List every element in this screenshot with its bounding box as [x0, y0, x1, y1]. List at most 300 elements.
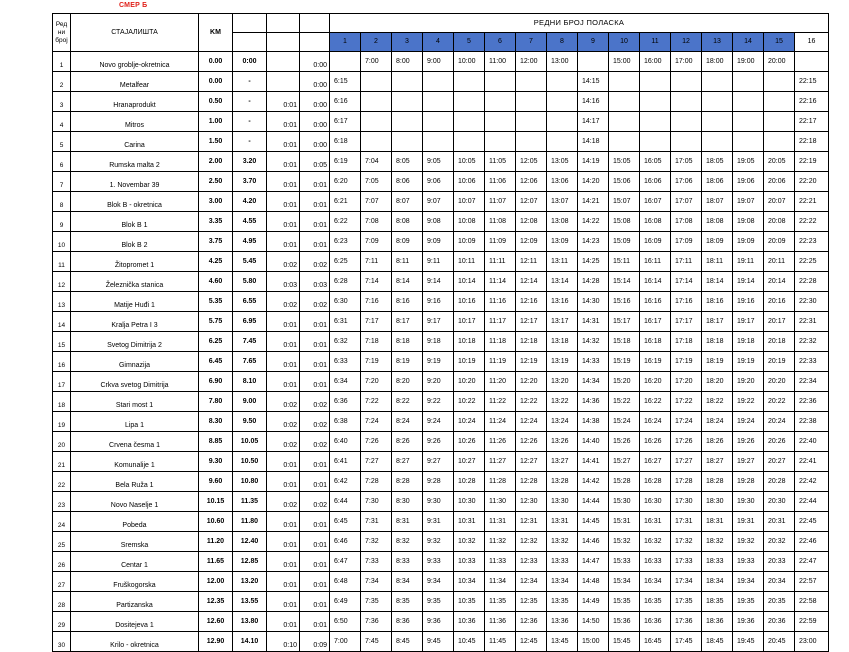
departure-time: 18:26: [702, 432, 733, 452]
distance-value: 6.95: [233, 312, 267, 332]
departure-time: 19:09: [733, 232, 764, 252]
departure-time: 9:08: [423, 212, 454, 232]
departure-time: 19:16: [733, 292, 764, 312]
stop-time: 0:01: [300, 472, 330, 492]
departure-time: 11:45: [485, 632, 516, 652]
departure-time: 7:20: [361, 372, 392, 392]
km-value: 0.00: [199, 52, 233, 72]
departure-time: 6:30: [330, 292, 361, 312]
departure-time: 15:19: [609, 352, 640, 372]
km-value: 2.50: [199, 172, 233, 192]
stop-time: 0:01: [300, 352, 330, 372]
departure-time: 14:20: [578, 172, 609, 192]
distance-value: 11.35: [233, 492, 267, 512]
travel-time: 0:01: [267, 452, 300, 472]
km-value: 12.60: [199, 612, 233, 632]
stop-name: Crvena česma 1: [71, 432, 199, 452]
departure-time: 20:05: [764, 152, 795, 172]
departure-time: 10:28: [454, 472, 485, 492]
departure-time: 14:15: [578, 72, 609, 92]
departure-time: 7:00: [330, 632, 361, 652]
departure-time: 17:06: [671, 172, 702, 192]
stop-time: 0:01: [300, 612, 330, 632]
km-value: 3.00: [199, 192, 233, 212]
departure-time: [671, 72, 702, 92]
stop-time: 0:01: [300, 192, 330, 212]
departure-time: [485, 92, 516, 112]
distance-value: 13.20: [233, 572, 267, 592]
departure-time: 7:19: [361, 352, 392, 372]
departure-time: 15:09: [609, 232, 640, 252]
departure-time: 19:22: [733, 392, 764, 412]
departure-time: 12:33: [516, 552, 547, 572]
departure-time: 11:34: [485, 572, 516, 592]
departure-number: 14: [733, 33, 764, 52]
departure-time: 18:34: [702, 572, 733, 592]
departure-time: 15:30: [609, 492, 640, 512]
departure-time: 23:00: [795, 632, 829, 652]
departure-time: 18:22: [702, 392, 733, 412]
travel-time: 0:01: [267, 512, 300, 532]
departure-time: 18:05: [702, 152, 733, 172]
departure-time: [764, 72, 795, 92]
travel-time: 0:02: [267, 492, 300, 512]
departure-number: 1: [330, 33, 361, 52]
km-value: 4.60: [199, 272, 233, 292]
row-number: 23: [53, 492, 71, 512]
departure-time: 22:59: [795, 612, 829, 632]
departure-time: 12:09: [516, 232, 547, 252]
departure-time: [640, 92, 671, 112]
departure-time: 18:11: [702, 252, 733, 272]
departure-time: 13:06: [547, 172, 578, 192]
departure-number: 15: [764, 33, 795, 52]
departure-time: 22:40: [795, 432, 829, 452]
departure-time: 19:32: [733, 532, 764, 552]
row-number: 29: [53, 612, 71, 632]
departure-time: 14:38: [578, 412, 609, 432]
departure-time: 14:41: [578, 452, 609, 472]
stop-name: Partizanska: [71, 592, 199, 612]
departure-time: 6:31: [330, 312, 361, 332]
km-value: 12.90: [199, 632, 233, 652]
departure-time: [330, 52, 361, 72]
departure-time: 14:31: [578, 312, 609, 332]
departure-time: 13:17: [547, 312, 578, 332]
departure-time: 16:32: [640, 532, 671, 552]
departure-time: 12:30: [516, 492, 547, 512]
departure-time: 6:47: [330, 552, 361, 572]
departure-time: 12:28: [516, 472, 547, 492]
departure-time: 17:24: [671, 412, 702, 432]
departure-time: 11:16: [485, 292, 516, 312]
departure-time: 9:24: [423, 412, 454, 432]
stop-name: Gimnazija: [71, 352, 199, 372]
travel-time: 0:01: [267, 212, 300, 232]
stop-name: Novo Naselje 1: [71, 492, 199, 512]
departure-time: 9:45: [423, 632, 454, 652]
table-row: [53, 292, 829, 312]
table-row: [53, 112, 829, 132]
distance-value: 10.05: [233, 432, 267, 452]
departure-time: 9:22: [423, 392, 454, 412]
stop-name: Svetog Dimitrija 2: [71, 332, 199, 352]
departure-time: 16:18: [640, 332, 671, 352]
departure-time: 18:45: [702, 632, 733, 652]
table-row: [53, 212, 829, 232]
departure-time: 9:06: [423, 172, 454, 192]
stop-time: 0:03: [300, 272, 330, 292]
departure-time: 17:45: [671, 632, 702, 652]
table-row: [53, 432, 829, 452]
departure-time: 16:07: [640, 192, 671, 212]
row-number: 22: [53, 472, 71, 492]
timetable: [52, 13, 829, 652]
departure-time: [578, 52, 609, 72]
departure-time: 8:26: [392, 432, 423, 452]
row-number: 20: [53, 432, 71, 452]
travel-time: [267, 72, 300, 92]
departure-time: 13:27: [547, 452, 578, 472]
table-row: [53, 452, 829, 472]
departure-time: 22:23: [795, 232, 829, 252]
departure-time: 11:07: [485, 192, 516, 212]
row-number: 11: [53, 252, 71, 272]
table-row: [53, 272, 829, 292]
departure-time: 19:33: [733, 552, 764, 572]
departure-time: 9:18: [423, 332, 454, 352]
departure-number: 9: [578, 33, 609, 52]
departure-time: 11:00: [485, 52, 516, 72]
distance-value: 13.55: [233, 592, 267, 612]
distance-value: 3.20: [233, 152, 267, 172]
departure-time: 14:48: [578, 572, 609, 592]
departure-time: 7:05: [361, 172, 392, 192]
departure-time: 15:34: [609, 572, 640, 592]
departure-time: 11:35: [485, 592, 516, 612]
departure-time: 7:11: [361, 252, 392, 272]
departure-time: 15:00: [578, 632, 609, 652]
distance-value: -: [233, 92, 267, 112]
departure-time: 13:26: [547, 432, 578, 452]
departure-time: 17:19: [671, 352, 702, 372]
departure-time: 8:24: [392, 412, 423, 432]
stop-time: 0:02: [300, 292, 330, 312]
departure-time: 19:08: [733, 212, 764, 232]
departure-time: [547, 72, 578, 92]
departure-time: 19:28: [733, 472, 764, 492]
departure-time: 16:34: [640, 572, 671, 592]
travel-time: 0:01: [267, 472, 300, 492]
departure-time: 14:21: [578, 192, 609, 212]
departure-time: 18:17: [702, 312, 733, 332]
departure-time: 19:27: [733, 452, 764, 472]
header-blank: [267, 33, 300, 52]
stop-time: 0:02: [300, 432, 330, 452]
departure-time: 15:28: [609, 472, 640, 492]
departure-time: 15:35: [609, 592, 640, 612]
table-row: [53, 552, 829, 572]
stop-name: Hranaprodukt: [71, 92, 199, 112]
distance-value: -: [233, 112, 267, 132]
departure-time: 19:30: [733, 492, 764, 512]
departure-time: 16:00: [640, 52, 671, 72]
departure-time: 7:04: [361, 152, 392, 172]
departure-time: 22:41: [795, 452, 829, 472]
departure-time: 12:20: [516, 372, 547, 392]
distance-value: 12.40: [233, 532, 267, 552]
departure-time: 8:20: [392, 372, 423, 392]
departure-time: 11:27: [485, 452, 516, 472]
stop-time: 0:01: [300, 372, 330, 392]
departure-time: 12:26: [516, 432, 547, 452]
table-row: [53, 492, 829, 512]
departure-time: [702, 132, 733, 152]
departure-time: [454, 72, 485, 92]
departure-time: 15:14: [609, 272, 640, 292]
departure-time: 11:26: [485, 432, 516, 452]
departure-time: 9:14: [423, 272, 454, 292]
stop-name: Carina: [71, 132, 199, 152]
departure-time: [764, 92, 795, 112]
departure-time: 17:09: [671, 232, 702, 252]
departure-time: 22:34: [795, 372, 829, 392]
departure-number: 12: [671, 33, 702, 52]
departure-time: 12:14: [516, 272, 547, 292]
departure-time: 7:28: [361, 472, 392, 492]
departure-time: 14:44: [578, 492, 609, 512]
departure-time: 14:45: [578, 512, 609, 532]
departure-time: 9:33: [423, 552, 454, 572]
stop-name: Sremska: [71, 532, 199, 552]
departure-time: 17:28: [671, 472, 702, 492]
departure-time: [454, 92, 485, 112]
departure-time: 19:26: [733, 432, 764, 452]
departure-time: 22:44: [795, 492, 829, 512]
departure-time: 17:32: [671, 532, 702, 552]
departure-time: 7:32: [361, 532, 392, 552]
departure-time: 7:09: [361, 232, 392, 252]
departure-time: 8:06: [392, 172, 423, 192]
departure-time: 9:00: [423, 52, 454, 72]
departure-time: 10:08: [454, 212, 485, 232]
departure-time: [485, 112, 516, 132]
departure-number: 4: [423, 33, 454, 52]
departure-time: 14:34: [578, 372, 609, 392]
stop-time: 0:01: [300, 232, 330, 252]
departure-time: 7:31: [361, 512, 392, 532]
travel-time: 0:01: [267, 352, 300, 372]
travel-time: 0:01: [267, 192, 300, 212]
stop-name: 1. Novembar 39: [71, 172, 199, 192]
departure-number: 6: [485, 33, 516, 52]
departure-time: 12:05: [516, 152, 547, 172]
header-rb: Ред ни број: [53, 14, 71, 52]
table-row: [53, 532, 829, 552]
km-value: 1.50: [199, 132, 233, 152]
departure-time: 12:19: [516, 352, 547, 372]
stop-time: 0:01: [300, 592, 330, 612]
departure-time: 22:18: [795, 132, 829, 152]
departure-time: 10:24: [454, 412, 485, 432]
departure-time: 11:31: [485, 512, 516, 532]
departure-time: 12:24: [516, 412, 547, 432]
travel-time: 0:02: [267, 432, 300, 452]
departure-time: [423, 112, 454, 132]
departure-time: 17:36: [671, 612, 702, 632]
departure-time: 8:30: [392, 492, 423, 512]
row-number: 6: [53, 152, 71, 172]
departure-time: 22:33: [795, 352, 829, 372]
departure-time: 8:16: [392, 292, 423, 312]
departure-time: 13:05: [547, 152, 578, 172]
departure-time: [702, 112, 733, 132]
stop-time: 0:01: [300, 572, 330, 592]
row-number: 1: [53, 52, 71, 72]
stop-time: 0:00: [300, 92, 330, 112]
departure-time: 14:17: [578, 112, 609, 132]
stop-time: 0:00: [300, 52, 330, 72]
stop-time: 0:01: [300, 312, 330, 332]
row-number: 16: [53, 352, 71, 372]
header-departures-title: РЕДНИ БРОЈ ПОЛАСКА: [330, 14, 829, 33]
departure-time: 9:27: [423, 452, 454, 472]
departure-time: 8:22: [392, 392, 423, 412]
km-value: 0.50: [199, 92, 233, 112]
stop-time: 0:01: [300, 452, 330, 472]
table-row: [53, 512, 829, 532]
departure-time: [671, 112, 702, 132]
departure-time: 20:11: [764, 252, 795, 272]
departure-time: 20:18: [764, 332, 795, 352]
departure-time: 14:23: [578, 232, 609, 252]
departure-time: 15:20: [609, 372, 640, 392]
table-row: [53, 332, 829, 352]
departure-time: [516, 112, 547, 132]
departure-time: 6:38: [330, 412, 361, 432]
departure-time: 11:09: [485, 232, 516, 252]
departure-time: 12:17: [516, 312, 547, 332]
stop-name: Rumska malta 2: [71, 152, 199, 172]
departure-time: 13:35: [547, 592, 578, 612]
distance-value: 12.85: [233, 552, 267, 572]
row-number: 19: [53, 412, 71, 432]
row-number: 27: [53, 572, 71, 592]
row-number: 25: [53, 532, 71, 552]
departure-time: 12:45: [516, 632, 547, 652]
table-row: [53, 192, 829, 212]
row-number: 7: [53, 172, 71, 192]
departure-time: 8:00: [392, 52, 423, 72]
stop-name: Pobeda: [71, 512, 199, 532]
departure-time: 19:45: [733, 632, 764, 652]
departure-time: 13:18: [547, 332, 578, 352]
departure-time: 13:45: [547, 632, 578, 652]
departure-time: 10:34: [454, 572, 485, 592]
departure-time: 15:22: [609, 392, 640, 412]
row-number: 17: [53, 372, 71, 392]
departure-time: 14:40: [578, 432, 609, 452]
stop-name: Bela Ruža 1: [71, 472, 199, 492]
departure-time: 17:17: [671, 312, 702, 332]
departure-time: 16:27: [640, 452, 671, 472]
departure-time: [361, 92, 392, 112]
departure-time: 14:25: [578, 252, 609, 272]
departure-number: 11: [640, 33, 671, 52]
departure-time: 16:31: [640, 512, 671, 532]
departure-time: 16:11: [640, 252, 671, 272]
departure-time: 22:20: [795, 172, 829, 192]
departure-time: 20:16: [764, 292, 795, 312]
departure-time: [795, 52, 829, 72]
departure-time: 12:07: [516, 192, 547, 212]
departure-time: 18:35: [702, 592, 733, 612]
departure-time: 22:17: [795, 112, 829, 132]
header-stops: СТАЈАЛИШТА: [71, 14, 199, 52]
departure-time: 19:14: [733, 272, 764, 292]
travel-time: 0:01: [267, 132, 300, 152]
row-number: 21: [53, 452, 71, 472]
departure-time: 15:08: [609, 212, 640, 232]
table-row: [53, 92, 829, 112]
travel-time: 0:01: [267, 152, 300, 172]
km-value: 3.75: [199, 232, 233, 252]
departure-time: [764, 112, 795, 132]
row-number: 12: [53, 272, 71, 292]
departure-time: 9:26: [423, 432, 454, 452]
row-number: 2: [53, 72, 71, 92]
stop-time: 0:01: [300, 172, 330, 192]
departure-time: [485, 132, 516, 152]
distance-value: 14.10: [233, 632, 267, 652]
departure-time: 12:18: [516, 332, 547, 352]
departure-time: 11:11: [485, 252, 516, 272]
departure-time: [361, 72, 392, 92]
departure-time: 6:50: [330, 612, 361, 632]
departure-time: [392, 92, 423, 112]
departure-time: 13:00: [547, 52, 578, 72]
departure-time: 12:00: [516, 52, 547, 72]
departure-time: 14:19: [578, 152, 609, 172]
departure-time: 6:23: [330, 232, 361, 252]
departure-time: [423, 132, 454, 152]
departure-time: 16:22: [640, 392, 671, 412]
departure-time: 19:06: [733, 172, 764, 192]
departure-time: 22:47: [795, 552, 829, 572]
departure-time: 13:19: [547, 352, 578, 372]
stop-name: Žitopromet 1: [71, 252, 199, 272]
departure-time: 12:16: [516, 292, 547, 312]
departure-time: 13:31: [547, 512, 578, 532]
departure-time: [702, 92, 733, 112]
departure-time: [485, 72, 516, 92]
departure-time: 13:32: [547, 532, 578, 552]
departure-time: 10:14: [454, 272, 485, 292]
departure-time: 6:20: [330, 172, 361, 192]
departure-time: 22:46: [795, 532, 829, 552]
row-number: 8: [53, 192, 71, 212]
departure-time: 14:28: [578, 272, 609, 292]
departure-time: [733, 72, 764, 92]
travel-time: 0:02: [267, 252, 300, 272]
departure-time: 7:27: [361, 452, 392, 472]
travel-time: 0:01: [267, 612, 300, 632]
departure-time: 15:27: [609, 452, 640, 472]
departure-time: 20:30: [764, 492, 795, 512]
departure-time: 8:33: [392, 552, 423, 572]
departure-time: 20:45: [764, 632, 795, 652]
departure-number: 7: [516, 33, 547, 52]
